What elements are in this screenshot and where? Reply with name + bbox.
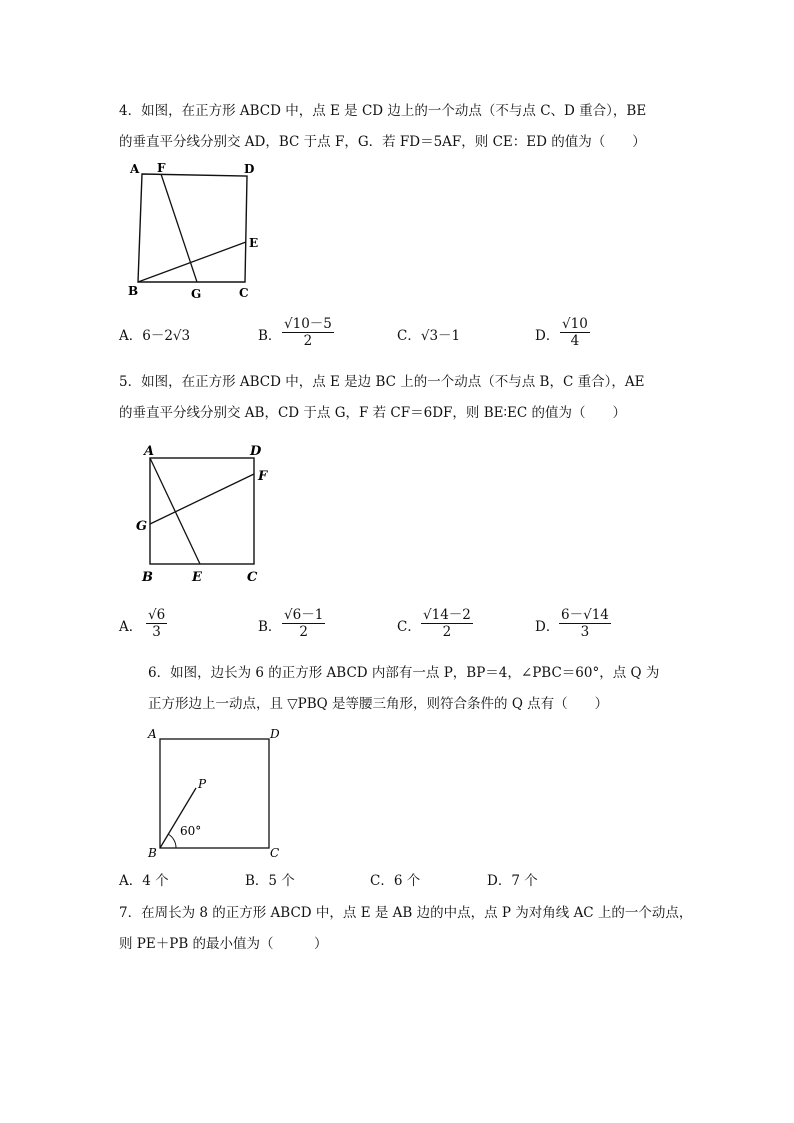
q5-option-A-letter[interactable]: A． xyxy=(119,619,143,635)
q6-figure xyxy=(140,722,290,864)
q5-option-D-fraction: 6－√14 3 xyxy=(561,607,609,640)
q4-square xyxy=(138,174,247,282)
q5-label-D: D xyxy=(250,444,262,459)
q4-line-FG xyxy=(161,174,197,282)
q6-line-BP xyxy=(160,788,196,848)
q5-label-E: E xyxy=(192,570,202,585)
q4-option-B-letter[interactable]: B． xyxy=(258,328,282,344)
q5-option-B-fraction: √6－1 2 xyxy=(284,607,324,640)
q4-option-D-fraction: √10 4 xyxy=(562,316,588,349)
q4-option-C[interactable]: C．√3－1 xyxy=(397,328,461,344)
q4-stem-line1: 4．如图，在正方形 ABCD 中，点 E 是 CD 边上的一个动点（不与点 C、D 重合），BE xyxy=(119,103,647,119)
q5-figure xyxy=(130,438,280,588)
q4-figure xyxy=(120,158,270,306)
q4-stem-line2: 的垂直平分线分别交 AD，BC 于点 F，G．若 FD＝5AF，则 CE：ED 的值为（ ） xyxy=(119,134,646,150)
q4-label-B: B xyxy=(128,284,139,298)
q4-label-D: D xyxy=(244,162,255,176)
q4-line-BE xyxy=(138,242,246,282)
q5-label-B: B xyxy=(142,570,153,585)
q6-label-D: D xyxy=(270,727,280,741)
q5-line-GF xyxy=(150,474,254,524)
q4-label-C: C xyxy=(239,286,249,300)
q5-line-AE xyxy=(150,458,200,564)
q6-label-P: P xyxy=(198,777,207,791)
q5-option-D-letter[interactable]: D． xyxy=(535,619,560,635)
q4-label-F: F xyxy=(157,161,166,175)
q4-label-A: A xyxy=(130,162,140,176)
q5-label-A: A xyxy=(144,444,155,459)
q4-option-A[interactable]: A．6－2√3 xyxy=(119,328,191,344)
q4-option-D-letter[interactable]: D． xyxy=(535,328,560,344)
q5-option-C-fraction: √14－2 2 xyxy=(423,607,471,640)
q4-label-E: E xyxy=(249,236,259,250)
q5-square xyxy=(150,458,254,564)
q4-option-B-fraction: √10－5 2 xyxy=(284,316,332,349)
q6-stem-line1: 6．如图，边长为 6 的正方形 ABCD 内部有一点 P，BP＝4，∠PBC＝60°，点 Q 为 xyxy=(148,665,660,681)
q5-label-G: G xyxy=(136,519,148,534)
q5-stem-line1: 5．如图，在正方形 ABCD 中，点 E 是边 BC 上的一个动点（不与点 B，C 重合），AE xyxy=(119,374,645,390)
q6-stem-line2: 正方形边上一动点，且 ▽PBQ 是等腰三角形，则符合条件的 Q 点有（ ） xyxy=(148,696,609,712)
q5-option-C-letter[interactable]: C． xyxy=(397,619,421,635)
q6-option-D[interactable]: D．7 个 xyxy=(487,873,538,889)
q5-label-F: F xyxy=(258,469,268,484)
q6-option-C[interactable]: C．6 个 xyxy=(370,873,421,889)
q5-option-A-fraction: √6 3 xyxy=(148,607,166,640)
q6-label-C: C xyxy=(270,846,280,860)
q6-option-B[interactable]: B．5 个 xyxy=(245,873,295,889)
q7-stem-line2: 则 PE＋PB 的最小值为（ ） xyxy=(119,936,328,952)
q6-option-A[interactable]: A．4 个 xyxy=(119,873,169,889)
q6-label-angle: 60° xyxy=(180,824,202,838)
q6-square xyxy=(160,739,269,848)
q6-label-B: B xyxy=(148,846,157,860)
q5-option-B-letter[interactable]: B． xyxy=(258,619,282,635)
q5-stem-line2: 的垂直平分线分别交 AB，CD 于点 G，F 若 CF＝6DF，则 BE∶EC 的值为（ ） xyxy=(119,405,626,421)
q7-stem-line1: 7．在周长为 8 的正方形 ABCD 中，点 E 是 AB 边的中点，点 P 为对角线 AC 上的一个动点， xyxy=(119,905,693,921)
q6-angle-arc xyxy=(168,834,176,848)
q6-label-A: A xyxy=(148,727,157,741)
q4-label-G: G xyxy=(191,287,202,301)
q5-label-C: C xyxy=(247,570,258,585)
